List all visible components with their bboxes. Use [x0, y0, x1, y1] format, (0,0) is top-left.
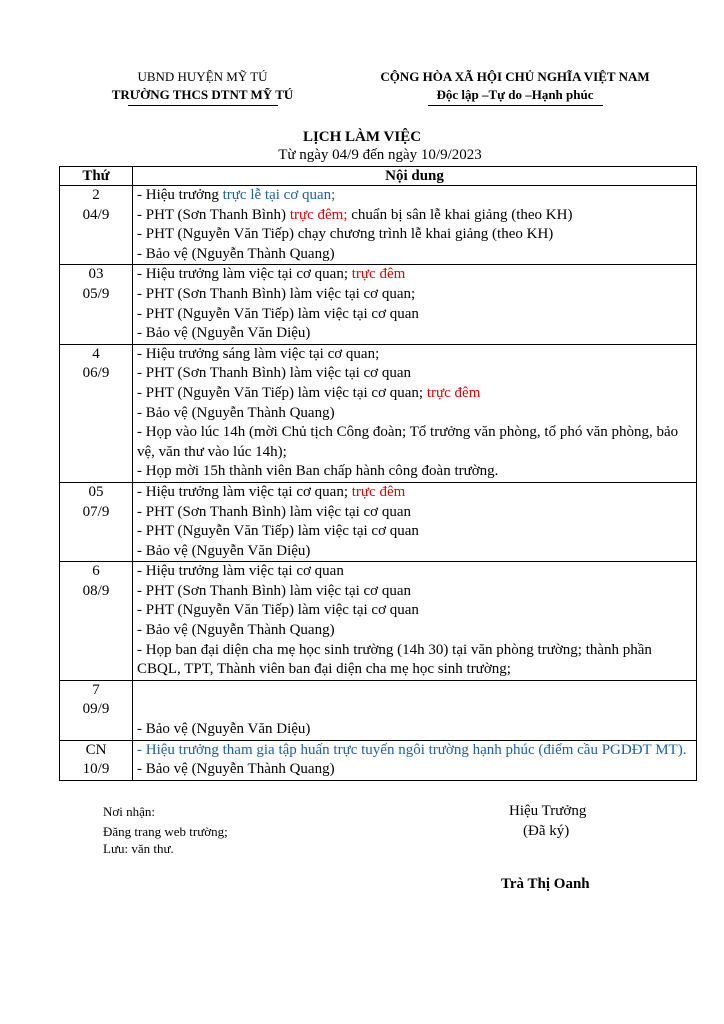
list-item: - Họp vào lúc 14h (mời Chủ tịch Công đoàn; Tổ trưởng văn phòng, tổ phó văn phòng, bảo vệ, văn thư vào lúc 14h); [137, 424, 679, 460]
list-item: - Hiệu trưởng làm việc tại cơ quan; trực đêm [137, 266, 406, 283]
column-header-content: Nội dung [133, 167, 697, 186]
content-cell [133, 344, 697, 482]
date: 08/9 [82, 582, 110, 599]
empty-line [137, 700, 696, 720]
weekday: 7 [92, 681, 100, 698]
day-cell [60, 344, 133, 482]
issuer-district: UBND HUYỆN MỸ TÚ [137, 69, 268, 84]
date: 07/9 [82, 503, 110, 520]
table-header-row [60, 167, 697, 186]
day-cell [60, 482, 133, 561]
list-item: - PHT (Sơn Thanh Bình) làm việc tại cơ quan; [137, 285, 416, 302]
recipient-item: Lưu: văn thư. [103, 841, 174, 856]
table-row [60, 740, 697, 780]
content-cell [133, 680, 697, 740]
list-item: - Bảo vệ (Nguyễn Thành Quang) [137, 761, 335, 778]
weekday: 03 [88, 266, 104, 283]
table-row [60, 344, 697, 482]
list-item: - Hiệu trưởng làm việc tại cơ quan [137, 563, 344, 580]
list-item: - Bảo vệ (Nguyễn Thành Quang) [137, 404, 335, 421]
table-row [60, 680, 697, 740]
list-item: - PHT (Nguyễn Văn Tiếp) làm việc tại cơ quan; trực đêm [137, 384, 481, 401]
list-item: - Hiệu trưởng sáng làm việc tại cơ quan; [137, 345, 380, 362]
date: 05/9 [82, 285, 110, 302]
national-motto: Độc lập –Tự do –Hạnh phúc [436, 87, 594, 102]
day-cell [60, 562, 133, 681]
list-item: - PHT (Sơn Thanh Bình) làm việc tại cơ quan [137, 582, 412, 599]
weekday: 2 [92, 187, 100, 203]
motto-underline [428, 105, 603, 106]
list-item: - Hiệu trưởng làm việc tại cơ quan; trực đêm [137, 483, 406, 500]
list-item: - Bảo vệ (Nguyễn Văn Diệu) [137, 325, 311, 342]
list-item: - Bảo vệ (Nguyễn Văn Diệu) [137, 721, 311, 738]
list-item: - PHT (Nguyễn Văn Tiếp) làm việc tại cơ quan [137, 602, 419, 619]
content-cell [133, 265, 697, 344]
list-item: - Bảo vệ (Nguyễn Thành Quang) [137, 622, 335, 639]
day-cell [60, 680, 133, 740]
date: 04/9 [82, 206, 110, 223]
weekday: 6 [92, 563, 100, 580]
date: 09/9 [82, 701, 110, 718]
content-cell [133, 186, 697, 265]
table-row [60, 562, 697, 681]
issuer-school: TRƯỜNG THCS DTNT MỸ TÚ [111, 87, 294, 102]
date: 06/9 [82, 365, 110, 382]
weekday: 4 [92, 345, 100, 362]
signer-title: Hiệu Trưởng [509, 803, 587, 819]
day-cell [60, 186, 133, 265]
list-item: - Bảo vệ (Nguyễn Thành Quang) [137, 245, 335, 262]
list-item: - Họp mời 15h thành viên Ban chấp hành công đoàn trường. [137, 463, 499, 480]
content-cell [133, 562, 697, 681]
list-item: - Hiệu trưởng trực lễ tại cơ quan; [137, 187, 336, 203]
list-item: - PHT (Sơn Thanh Bình) làm việc tại cơ quan [137, 503, 412, 520]
list-item: - PHT (Sơn Thanh Bình) làm việc tại cơ quan [137, 365, 412, 382]
date: 10/9 [82, 761, 110, 778]
list-item: - Họp ban đại diện cha mẹ học sinh trường (14h 30) tại văn phòng trường; thành phần CBQL, TPT, Thành viên ban đại diện cha mẹ học sinh trường; [137, 641, 652, 678]
list-item: - Bảo vệ (Nguyễn Văn Diệu) [137, 542, 311, 559]
document-title: LỊCH LÀM VIỆC [302, 129, 422, 145]
signer-name: Trà Thị Oanh [501, 876, 590, 892]
day-cell [60, 740, 133, 780]
day-cell [60, 265, 133, 344]
issuer-underline [128, 105, 278, 106]
recipients-label: Nơi nhận: [103, 804, 156, 819]
list-item: - PHT (Sơn Thanh Bình) trực đêm; chuẩn bị sân lễ khai giảng (theo KH) [137, 206, 573, 223]
empty-line [137, 681, 696, 701]
signed-note: (Đã ký) [523, 823, 570, 839]
recipient-item: Đăng trang web trường; [103, 824, 228, 839]
national-title: CỘNG HÒA XÃ HỘI CHỦ NGHĨA VIỆT NAM [380, 69, 650, 84]
document-subtitle: Từ ngày 04/9 đến ngày 10/9/2023 [278, 147, 482, 163]
content-cell [133, 740, 697, 780]
table-row [60, 482, 697, 561]
column-header-day: Thứ [60, 167, 133, 186]
table-row [60, 265, 697, 344]
schedule-table [59, 166, 697, 781]
weekday: CN [85, 741, 107, 758]
list-item: - PHT (Nguyễn Văn Tiếp) làm việc tại cơ quan [137, 305, 419, 322]
national-motto-block [345, 68, 685, 106]
table-row [60, 186, 697, 265]
content-cell [133, 482, 697, 561]
list-item: - PHT (Nguyễn Văn Tiếp) làm việc tại cơ quan [137, 523, 419, 540]
list-item: - Hiệu trưởng tham gia tập huấn trực tuyến ngôi trường hạnh phúc (điểm cầu PGDĐT MT). [137, 741, 687, 758]
list-item: - PHT (Nguyễn Văn Tiếp) chạy chương trình lễ khai giảng (theo KH) [137, 226, 554, 243]
issuer-block [80, 68, 325, 106]
weekday: 05 [88, 483, 104, 500]
